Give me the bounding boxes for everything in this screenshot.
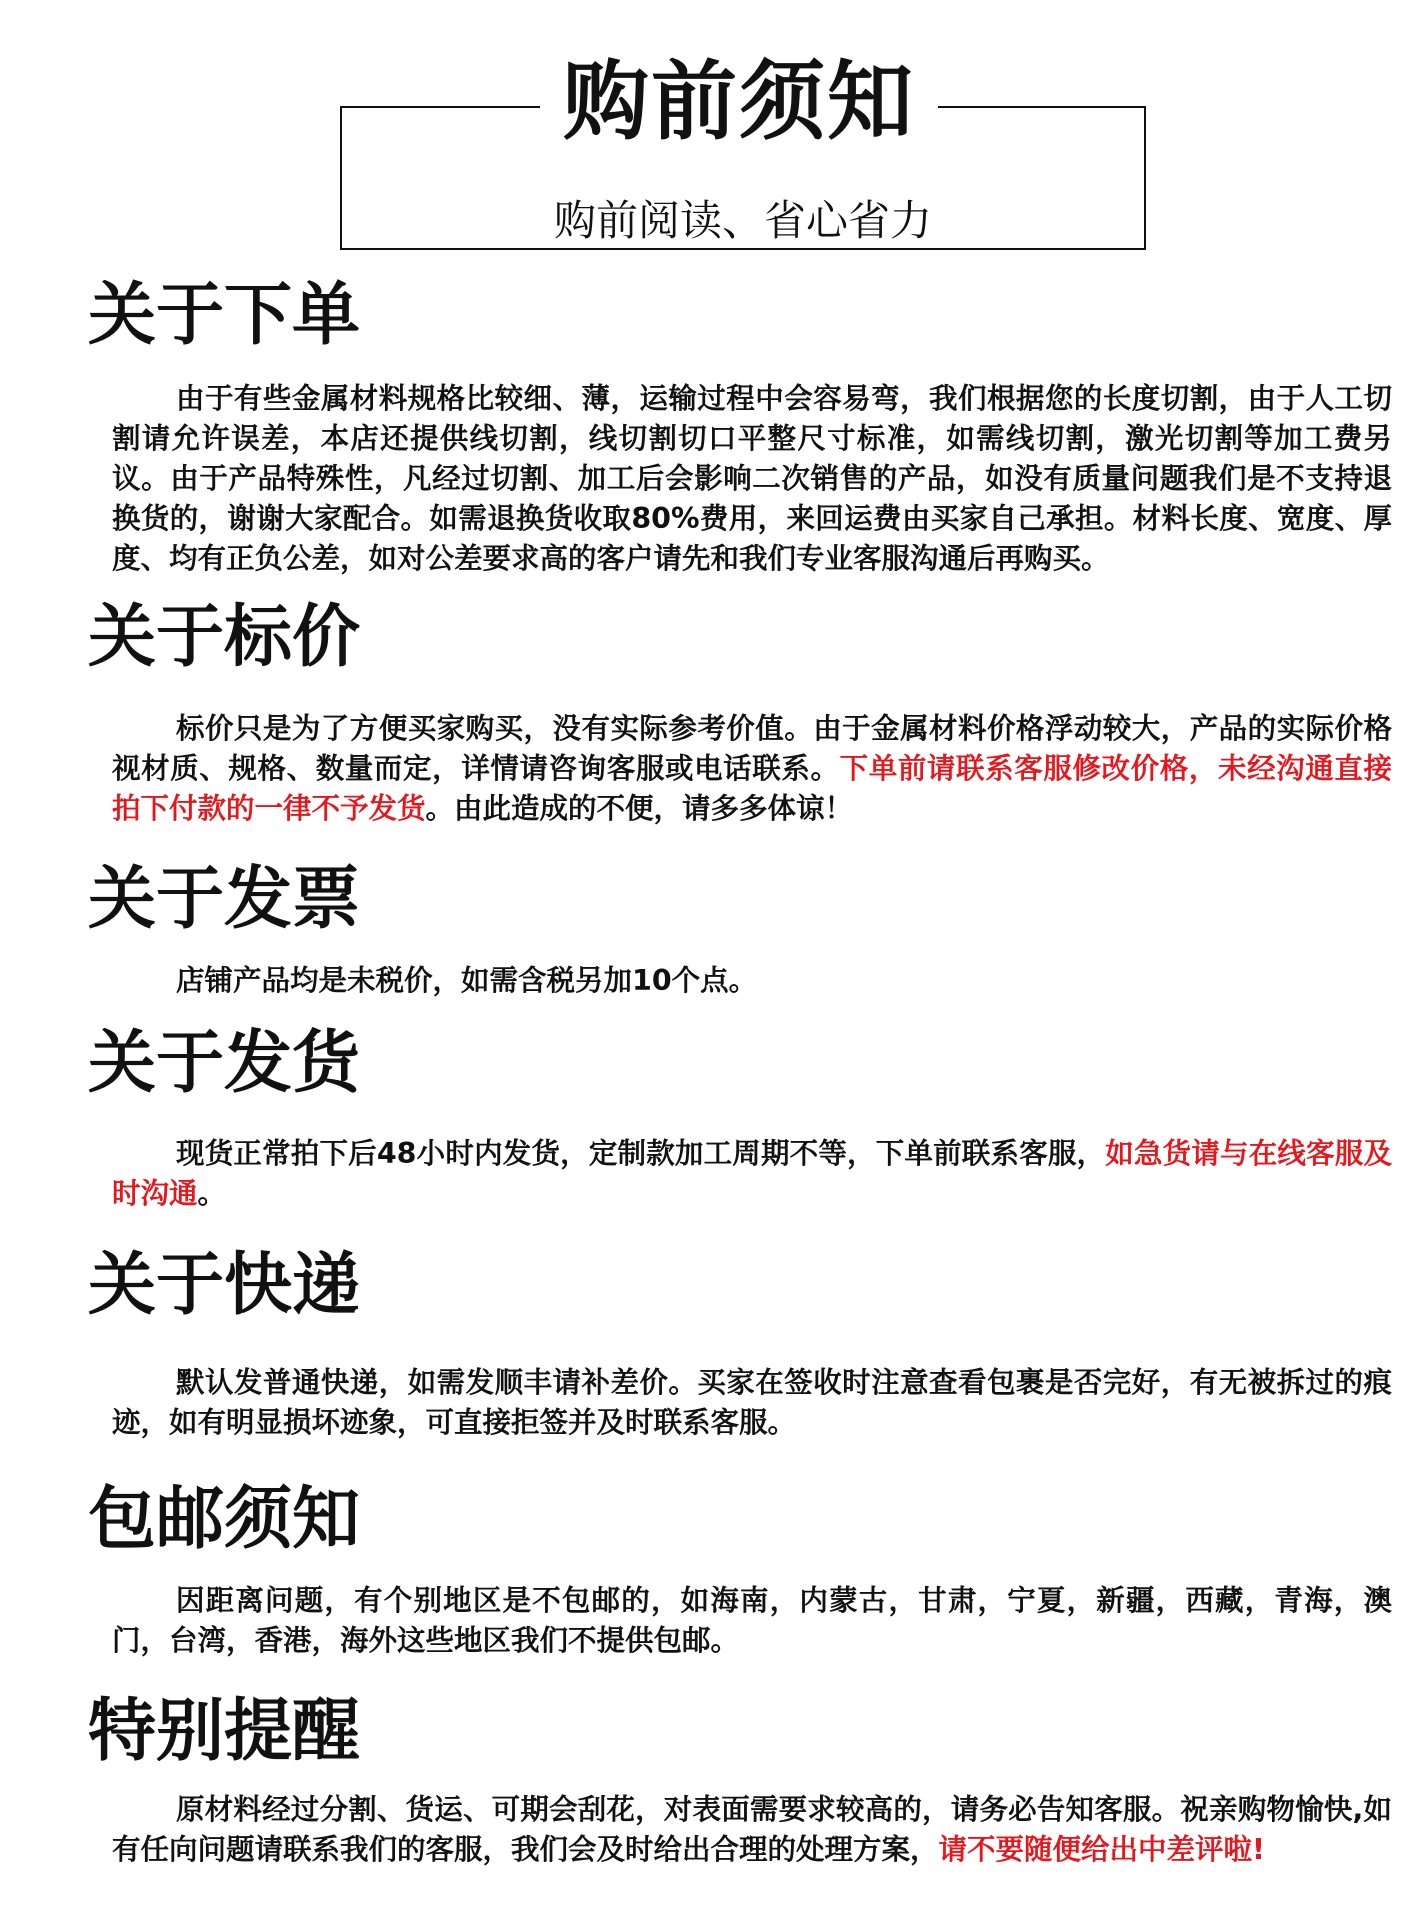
section-text: 原材料经过分割、货运、可期会刮花，对表面需要求较高的，请务必告知客服。祝亲购物愉快,如有任向问题请联系我们的客服，我们会及时给出合理的处理方案， (112, 1793, 1392, 1866)
price-warning-text: 下单前请联系客服修改价格，未经沟通直接拍下付款的一律不予发货 (112, 752, 1392, 825)
section-text: 因距离问题，有个别地区是不包邮的，如海南，内蒙古，甘肃，宁夏，新疆，西藏，青海，澳门，台湾，香港，海外这些地区我们不提供包邮。 (112, 1584, 1392, 1657)
section-text: 现货正常拍下后48小时内发货，定制款加工周期不等，下单前联系客服， (176, 1137, 1106, 1170)
section-title-express: 关于快递 (88, 1246, 361, 1325)
header-rule-right (938, 106, 1146, 108)
section-title-shipping: 关于发货 (88, 1024, 361, 1103)
page-title: 购前须知 (563, 52, 915, 152)
section-title-price: 关于标价 (88, 598, 361, 677)
section-body-shipping (112, 1134, 1392, 1214)
section-body-express (112, 1363, 1392, 1443)
section-text: 默认发普通快递，如需发顺丰请补差价。买家在签收时注意查看包裹是否完好，有无被拆过的痕迹，如有明显损坏迹象，可直接拒签并及时联系客服。 (112, 1366, 1392, 1439)
section-title-free-shipping: 包邮须知 (88, 1480, 361, 1559)
section-text: 标价只是为了方便买家购买，没有实际参考价值。由于金属材料价格浮动较大，产品的实际价格视材质、规格、数量而定，详情请咨询客服或电话联系。 (112, 712, 1392, 785)
section-body-order (112, 379, 1392, 579)
section-title-order: 关于下单 (88, 276, 361, 355)
header-rule-left (340, 106, 540, 108)
section-text: 。由此造成的不便，请多多体谅！ (425, 792, 854, 825)
section-body-free-shipping (112, 1581, 1392, 1661)
review-warning-text: 请不要随便给出中差评啦! (938, 1833, 1266, 1866)
section-text: 店铺产品均是未税价，如需含税另加10个点。 (176, 964, 758, 997)
section-text: 。 (197, 1177, 227, 1210)
section-body-reminder (112, 1790, 1392, 1870)
page-subtitle: 购前阅读、省心省力 (553, 196, 932, 245)
section-title-reminder: 特别提醒 (88, 1692, 361, 1771)
shipping-urgent-text: 如急货请与在线客服及时沟通 (112, 1137, 1392, 1210)
section-text: 由于有些金属材料规格比较细、薄，运输过程中会容易弯，我们根据您的长度切割，由于人工切割请允许误差，本店还提供线切割，线切割切口平整尺寸标准，如需线切割，激光切割等加工费另议。由于产品特殊性，凡经过切割、加工后会影响二次销售的产品，如没有质量问题我们是不支持退换货的，谢谢大家配合。如需退换货收取80%费用，来回运费由买家自己承担。材料长度、宽度、厚度、均有正负公差，如对公差要求高的客户请先和我们专业客服沟通后再购买。 (112, 382, 1392, 575)
section-body-price (112, 709, 1392, 829)
section-title-invoice: 关于发票 (88, 860, 361, 939)
section-body-invoice (112, 961, 1392, 1001)
